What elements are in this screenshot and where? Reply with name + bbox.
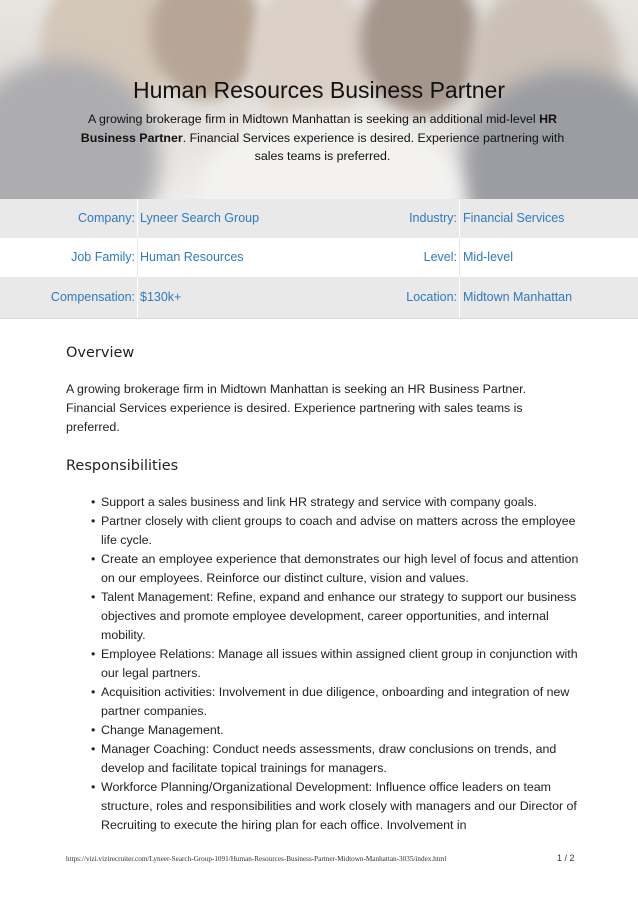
- job-info-table: [0, 199, 638, 318]
- divider: [0, 318, 638, 319]
- location-label: Location:: [406, 290, 457, 304]
- list-item-text: Partner closely with client groups to coach and advise on matters across the employee life cycle.: [101, 514, 576, 547]
- list-item: [91, 721, 581, 740]
- bullet: •: [91, 647, 96, 661]
- responsibilities-heading: Responsibilities: [66, 458, 179, 474]
- job-family-label: Job Family:: [71, 250, 135, 264]
- hero-description-end: . Financial Services experience is desired. Experience partnering with sales teams is preferred.: [182, 130, 565, 163]
- company-value: Lyneer Search Group: [140, 211, 260, 225]
- bullet: •: [91, 723, 96, 737]
- info-row: [0, 238, 638, 277]
- list-item: [91, 645, 581, 683]
- level-value: Mid-level: [463, 250, 514, 264]
- list-item: [91, 683, 581, 721]
- column-divider: [137, 238, 138, 277]
- list-item: [91, 493, 581, 512]
- list-item: [91, 740, 581, 778]
- hero-description-start: A growing brokerage firm in Midtown Manhattan is seeking an additional mid-level: [87, 112, 540, 126]
- compensation-value: $130k+: [140, 290, 182, 304]
- hero-description: [70, 110, 575, 166]
- list-item: [91, 512, 581, 550]
- list-item-text: Talent Management: Refine, expand and enhance our strategy to support our business objectives and promote employee development, career opportunities, and internal mobility.: [101, 590, 577, 642]
- overview-heading: Overview: [66, 345, 135, 361]
- responsibilities-list: [91, 493, 581, 835]
- hero-description-highlight: HR Business Partner: [80, 112, 558, 145]
- compensation-label: Compensation:: [50, 290, 135, 304]
- company-label: Company:: [78, 211, 135, 225]
- info-row: [0, 199, 638, 238]
- list-item: [91, 550, 581, 588]
- list-item-text: Workforce Planning/Organizational Development: Influence office leaders on team structure, roles and responsibilities and work closely with managers and our Director of Recruiting to execute the hiring plan for each office. Involvement in: [101, 780, 577, 832]
- column-divider: [137, 199, 138, 238]
- bullet: •: [91, 590, 96, 604]
- list-item-text: Acquisition activities: Involvement in due diligence, onboarding and integration of new partner companies.: [101, 685, 570, 718]
- list-item-text: Change Management.: [101, 723, 224, 737]
- info-row: [0, 277, 638, 318]
- list-item-text: Create an employee experience that demonstrates our high level of focus and attention on our employees. Reinforce our distinct culture, vision and values.: [101, 552, 579, 585]
- level-label: Level:: [423, 250, 457, 264]
- bullet: •: [91, 514, 96, 528]
- list-item: [91, 778, 581, 835]
- industry-value: Financial Services: [463, 211, 565, 225]
- overview-text: A growing brokerage firm in Midtown Manhattan is seeking an HR Business Partner. Financial Services experience is desired. Experience partnering with sales teams is preferred.: [66, 382, 527, 435]
- column-divider: [137, 277, 138, 318]
- bullet: •: [91, 685, 96, 699]
- list-item: [91, 588, 581, 645]
- list-item-text: Manager Coaching: Conduct needs assessments, draw conclusions on trends, and develop and facilitate topical trainings for managers.: [101, 742, 557, 775]
- column-divider: [459, 238, 460, 277]
- page-title: Human Resources Business Partner: [133, 77, 505, 103]
- column-divider: [459, 199, 460, 238]
- page-number: 1 / 2: [557, 853, 575, 863]
- footer-url: https://vizi.vizirecruiter.com/Lyneer-Search-Group-1091/Human-Resources-Business-Partner-Midtown-Manhattan-3035/index.html: [66, 855, 447, 863]
- industry-label: Industry:: [409, 211, 457, 225]
- list-item-text: Employee Relations: Manage all issues within assigned client group in conjunction with our legal partners.: [101, 647, 578, 680]
- hero-banner: [0, 0, 638, 199]
- list-item-text: Support a sales business and link HR strategy and service with company goals.: [101, 495, 537, 509]
- bullet: •: [91, 742, 96, 756]
- bullet: •: [91, 495, 96, 509]
- bullet: •: [91, 780, 96, 794]
- location-value: Midtown Manhattan: [463, 290, 573, 304]
- bullet: •: [91, 552, 96, 566]
- job-family-value: Human Resources: [140, 250, 244, 264]
- column-divider: [459, 277, 460, 318]
